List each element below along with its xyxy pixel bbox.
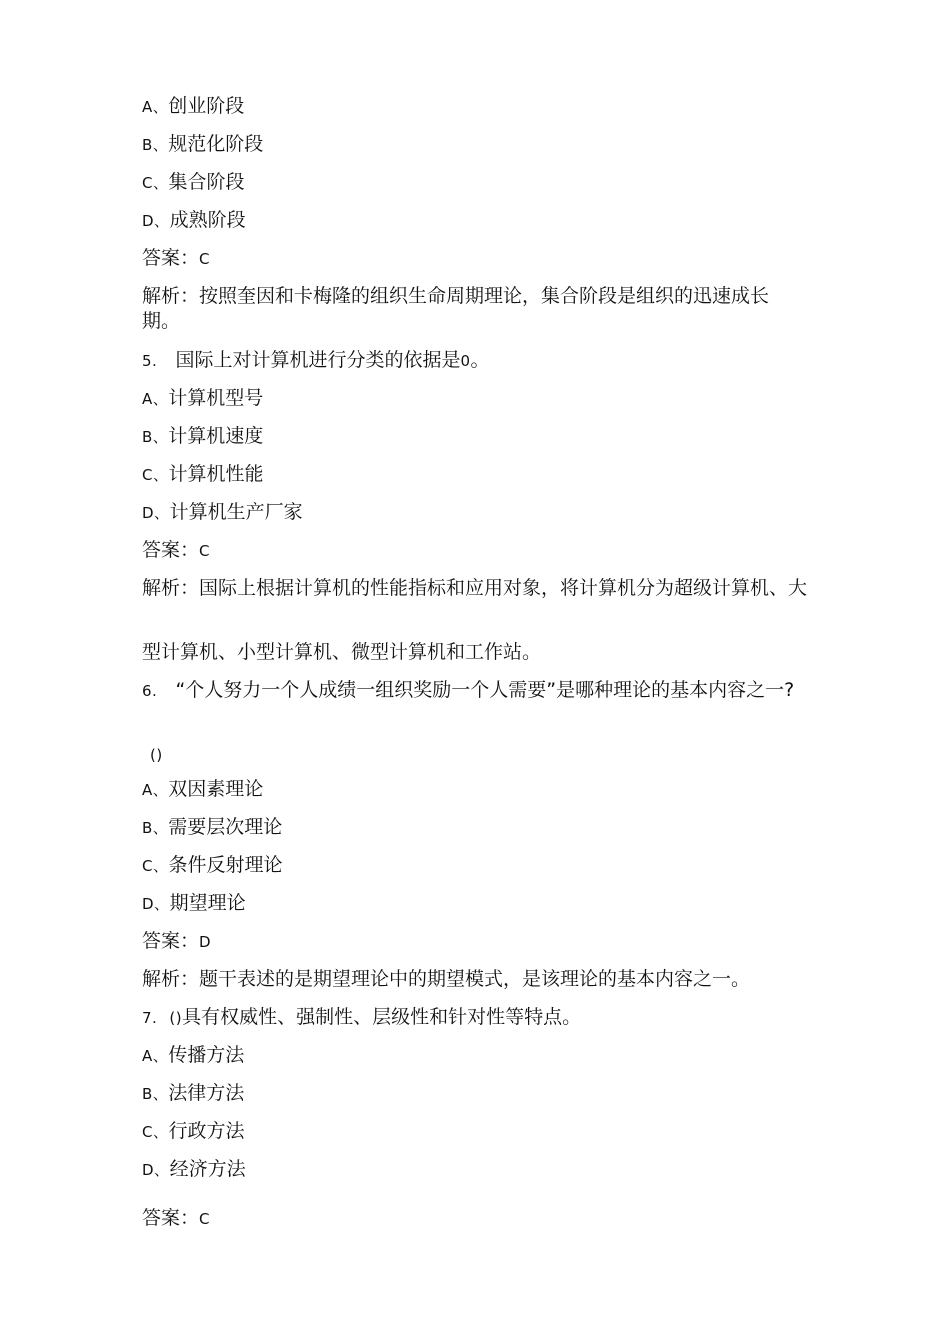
option-d: D、成熟阶段 bbox=[142, 209, 246, 231]
option-b: B、法律方法 bbox=[142, 1082, 245, 1104]
option-d: D、计算机生产厂家 bbox=[142, 501, 303, 523]
option-a: A、计算机型号 bbox=[142, 387, 264, 409]
answer-blank: () bbox=[150, 746, 163, 764]
question-stem: 5. 国际上对计算机进行分类的依据是0。 bbox=[142, 349, 490, 371]
question-stem: 7. ()具有权威性、强制性、层级性和针对性等特点。 bbox=[142, 1006, 582, 1028]
answer-line: 答案：D bbox=[142, 930, 212, 952]
question-stem: 6. “个人努力一个人成绩一组织奖励一个人需要”是哪种理论的基本内容之一? bbox=[142, 679, 795, 701]
option-a: A、创业阶段 bbox=[142, 95, 245, 117]
analysis-line-1: 解析：国际上根据计算机的性能指标和应用对象，将计算机分为超级计算机、大 bbox=[142, 577, 808, 599]
option-c: C、计算机性能 bbox=[142, 463, 264, 485]
analysis-line-2: 型计算机、小型计算机、微型计算机和工作站。 bbox=[142, 641, 542, 663]
option-c: C、集合阶段 bbox=[142, 171, 245, 193]
option-d: D、期望理论 bbox=[142, 892, 246, 914]
option-c: C、条件反射理论 bbox=[142, 854, 283, 876]
option-d: D、经济方法 bbox=[142, 1158, 246, 1180]
option-a: A、传播方法 bbox=[142, 1044, 245, 1066]
analysis-paragraph: 解析：题干表述的是期望理论中的期望模式，是该理论的基本内容之一。 bbox=[142, 968, 751, 990]
answer-line: 答案：C bbox=[142, 539, 210, 561]
option-b: B、规范化阶段 bbox=[142, 133, 264, 155]
option-a: A、双因素理论 bbox=[142, 778, 264, 800]
answer-line: 答案：C bbox=[142, 1207, 210, 1229]
answer-line: 答案：C bbox=[142, 247, 210, 269]
option-b: B、计算机速度 bbox=[142, 425, 264, 447]
analysis-paragraph: 解析：按照奎因和卡梅隆的组织生命周期理论，集合阶段是组织的迅速成长期。 bbox=[142, 285, 770, 332]
option-b: B、需要层次理论 bbox=[142, 816, 283, 838]
option-c: C、行政方法 bbox=[142, 1120, 245, 1142]
